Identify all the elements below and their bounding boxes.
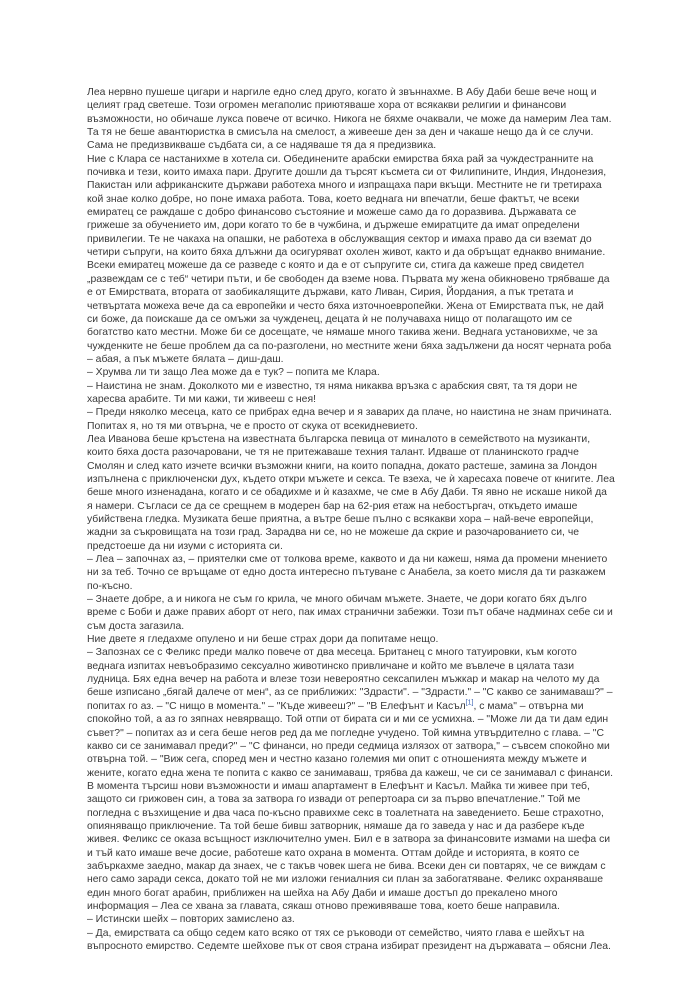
footnote-link[interactable]: [1]: [465, 699, 474, 707]
paragraph: Леа Иванова беше кръстена на известната българска певица от миналото в семейството на музиканти, които бяха доста разочаровани, че тя не притежаваше техния талант. Идваше от планинското градче Смолян и след като изчете всички възможни книги, на които попадна, докато растеше, замина за Лондон изпълнена с приключенски дух, където откри мъжете и секса. Те взеха, че ѝ харесаха повече от книгите. Леа беше много изненадана, когато и се обадихме и ѝ казахме, че сме в Абу Даби. Тя явно не искаше никой да я намери. Съгласи се да се срещнем в модерен бар на 62-рия етаж на небостъргач, откъдето имаше убийствена гледка. Музиката беше приятна, а вътре беше пълно с всякакви хора – най-вече европейци, жадни за съкровищата на този град. Зарадва ни се, но не можеше да скрие и разочарованието си, че предстоеше да ни изуми с историята си.: [87, 433, 615, 552]
paragraph: – Истински шейх – повторих замислено аз.: [87, 914, 295, 926]
paragraph: – Наистина не знам. Доколкото ми е известно, тя няма никаква връзка с арабския свят, та тя дори не харесва арабите. Ти ми кажи, ти живееш с нея!: [87, 380, 578, 405]
paragraph: – Леа – започнах аз, – приятелки сме от толкова време, каквото и да ни кажеш, няма да промени мнението ни за теб. Точно се връщаме от едно доста интересно пътуване с Анабела, за което мисля да ти разкажем по-късно.: [87, 554, 608, 592]
paragraph: Леа нервно пушеше цигари и наргиле едно след друго, когато ѝ звъннахме. В Абу Даби беше вече нощ и целият град светеше. Този огромен мегаполис приютяваше хора от всякакви религии и финансови възможности, но обичаше лукса повече от всичко. Никога не бяхме очаквали, че може да намерим Леа там. Та тя не беше авантюристка в смисъла на смелост, а живееше ден за ден и чакаше нещо да ѝ се случи. Сама не предизвикваше съдбата си, а се надяваше тя да я предизвика.: [87, 87, 612, 152]
paragraph: – Да, емирствата са общо седем като всяко от тях се ръководи от семейство, чиято глава е шейхът на въпросното емирство. Седемте шейхове пък от своя страна избират президент на държавата – обясни Леа.: [87, 927, 611, 952]
paragraph-felix-story: [87, 646, 615, 913]
paragraph: Ние двете я гледахме опулено и ни беше страх дори да попитаме нещо.: [87, 634, 439, 646]
paragraph: – Преди няколко месеца, като се прибрах една вечер и я заварих да плаче, но наистина не знам причината. Попитах я, но тя ми отвърна, че е просто от скука от всекидневието.: [87, 407, 612, 432]
paragraph: – Хрумва ли ти защо Леа може да е тук? – попита ме Клара.: [87, 367, 380, 379]
felix-story-text-start: – Запознах се с Феликс преди малко повече от два месеца. Британец с много татуировки, към когото веднага изпитах невъобразимо сексуално животинско привличане и който ме въвлече в цялата тази лудница. Бях една вечер на работа и влезе този невероятно сексапилен мъжкар и макар на челото му да беше изписано „бягай далече от мен“, аз се приближих: "Здрасти". – "Здрасти." – "С какво се занимаваш?" – попитах го аз. – "С нищо в момента." – "Къде живееш?" – "В Елефънт и Касъл: [87, 647, 613, 712]
paragraph: – Знаете добре, а и никога не съм го крила, че много обичам мъжете. Знаете, че дори когато бях дълго време с Боби и даже правих аборт от него, пак имах странични забежки. Този път обаче надминах себе си и съм доста загазила.: [87, 594, 613, 632]
paragraph: Ние с Клара се настанихме в хотела си. Обединените арабски емирства бяха рай за чуждестранните на почивка и тези, които имаха пари. Другите дошли да търсят късмета си от Филипините, Индия, Индонезия, Пакистан или африканските държави работеха много и изпращаха пари вкъщи. Местните не ги третираха кой знае колко добре, но поне имаха работа. Това, което веднага ни впечатли, беше фактът, че всеки емиратец се раждаше с добро финансово състояние и можеше само да го доразвива. Държавата се грижеше за обучението им, дори когато то бе в чужбина, и държеше емиратците да имат определени привилегии. Те не чакаха на опашки, не работеха в обслужващия сектор и имаха право да си вземат до четири съпруги, на които бяха длъжни да осигуряват охолен живот, както и да обръщат еднакво внимание. Всеки емиратец можеше да се разведе с която и да е от съпругите си, стига да кажеше пред свидетел „развеждам се с теб“ четири пъти, и бе свободен да вземе нова. Първата му жена обикновено трябваше да е от Емирствата, втората от заобикалящите държави, като Ливан, Сирия, Йордания, а пък третата и четвъртата можеха вече да са европейки и често бяха източноевропейки. Жена от Емирствата пък, не дай си боже, да поискаше да се омъжи за чужденец, децата ѝ не получаваха нищо от полагащото им се богатство като местни. Може би се досещате, че нямаше много такива жени. Веднага установихме, че за чужденките не беше проблем да са по-разголени, но местните жени бяха задължени да носят черната роба – абая, а пък мъжете бялата – диш-даш.: [87, 153, 612, 365]
felix-story-text-end: , с мама" – отвърна ми спокойно той, а аз го зяпнах невярващо. Той отпи от бирата си и ми се усмихна. – "Може ли да ти дам един съвет?" – попитах аз и сега беше негов ред да ме погледне учудено. Той кимна утвърдително с глава. – "С какво си се занимавал преди?" – "С финанси, но преди седмица излязох от затвора," – съвсем спокойно ми отвърна той. – "Виж сега, според мен и честно казано големия ми опит с отношенията между мъжете и жените, когато една жена те попита с какво се занимаваш, трябва да кажеш, че си се занимавал с финанси. В момента търсиш нови възможности и имаш апартамент в Елефънт и Касъл. Майка ти живее при теб, защото си грижовен син, а това за затвора го извади от репертоара си за първо впечатление." Той ме погледна с възхищение и два часа по-късно правихме секс в тоалетната на заведението. Беше страхотно, опияняващо приключение. Та той беше бивш затворник, нямаше да го заведа у нас и да разбере къде живея. Феликс се оказа всъщност изключително умен. Бил е в затвора за финансовите измами на шефа си и тъй като имаше вече досие, работеше като охрана в момента. Оттам дойде и историята, в която се забъркахме заедно, макар да знаех, че с такъв човек шега не бива. Всеки ден си повтарях, че се виждам с него само заради секса, докато той не ми изложи гениалния си план за забогатяване. Феликс охраняваше един много богат арабин, приближен на шейха на Абу Даби и имаше достъп до прекалено много информация – Леа се хвана за главата, сякаш отново преживяваше това, което беше направила.: [87, 700, 614, 912]
story-text: [87, 86, 615, 953]
